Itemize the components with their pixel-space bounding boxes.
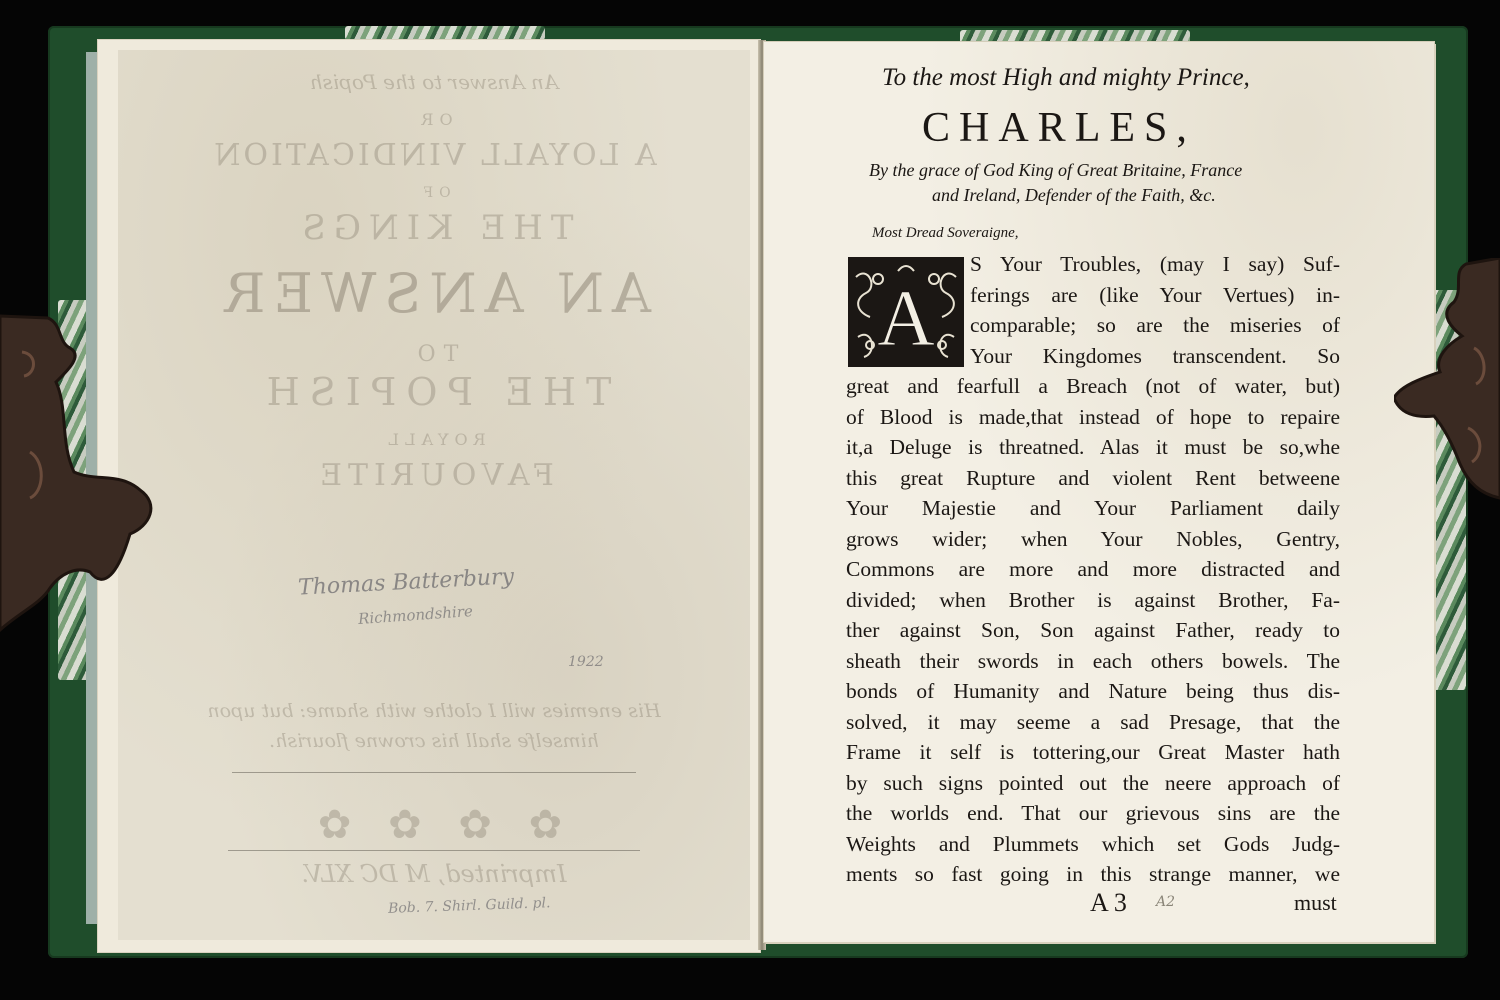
body-line: ther against Son, Son against Father, ready to	[846, 618, 1340, 642]
left-page	[98, 40, 760, 952]
body-line: Your Kingdomes transcendent. So	[970, 343, 1340, 368]
handwritten-year: 1922	[568, 654, 604, 670]
ornamental-initial	[848, 257, 964, 367]
bleed-ornament: ✿ ✿ ✿ ✿	[305, 802, 563, 848]
bleed-through-text	[118, 50, 750, 940]
dedication-line: To the most High and mighty Prince,	[882, 64, 1250, 91]
bleed-line: OR	[415, 110, 453, 129]
body-line: the worlds end. That our grievous sins are the	[846, 801, 1340, 825]
bleed-rule	[232, 772, 636, 773]
pencil-mark: A2	[1156, 894, 1176, 910]
bleed-line: TO	[409, 342, 459, 367]
bleed-line: Imprinted, M DC XLV.	[301, 860, 567, 888]
body-line: Your Majestie and Your Parliament daily	[846, 496, 1340, 520]
dedication-title-2: and Ireland, Defender of the Faith, &c.	[932, 185, 1216, 205]
salutation: Most Dread Soveraigne,	[872, 225, 1019, 241]
bleed-line: FAVOURITE	[314, 458, 554, 493]
handwritten-shelfmark: Bob. 7. Shirl. Guild. pl.	[387, 895, 551, 917]
bleed-line: THE KINGS	[294, 208, 574, 248]
handwritten-name: Thomas Batterbury	[297, 564, 515, 601]
bleed-line: AN ANSWER	[216, 262, 652, 325]
bleed-line: THE POPISH	[256, 370, 612, 414]
dedication-title-1: By the grace of God King of Great Britaine, France	[869, 160, 1243, 180]
bleed-line: OF	[417, 185, 451, 201]
body-line: solved, it may seeme a sad Presage, that the	[846, 709, 1340, 734]
bleed-line: himselfe shall his crowne flourish.	[269, 730, 599, 752]
marbled-endpaper-top-left	[345, 26, 545, 40]
handwritten-note: Richmondshire	[357, 602, 474, 628]
left-page-paper	[118, 50, 750, 940]
left-clasp	[0, 312, 160, 632]
bleed-line: His enemies will I clothe with shame: but upon	[207, 700, 661, 722]
body-line: divided; when Brother is against Brother, Fa-	[846, 587, 1340, 612]
body-line: Weights and Plummets which set Gods Judg-	[846, 831, 1340, 856]
right-page	[764, 42, 1434, 942]
signature-mark: A 3	[1090, 888, 1127, 917]
bleed-line: A LOYALL VINDICATION	[211, 138, 657, 173]
body-line: of Blood is made,that instead of hope to repaire	[846, 404, 1340, 429]
body-line: Commons are more and more distracted and	[846, 557, 1340, 581]
dropcap-letter: A	[877, 275, 935, 363]
body-line: Frame it self is tottering,our Great Master hath	[846, 740, 1340, 764]
body-line: bonds of Humanity and Nature being thus dis-	[846, 679, 1340, 703]
body-line: sheath their swords in each others bowels. The	[846, 648, 1340, 673]
right-clasp	[1394, 258, 1500, 538]
catchword: must	[1294, 890, 1337, 915]
body-line: it,a Deluge is threatned. Alas it must be so,whe	[846, 435, 1340, 459]
body-line: ments so fast going in this strange manner, we	[846, 862, 1340, 886]
bleed-line: An Answer to the Popish	[309, 70, 559, 94]
body-line: grows wider; when Your Nobles, Gentry,	[846, 526, 1340, 551]
dedication-name: CHARLES,	[922, 105, 1196, 151]
body-line: this great Rupture and violent Rent betweene	[846, 465, 1340, 490]
body-line: great and fearfull a Breach (not of water, but)	[846, 374, 1340, 398]
body-line: comparable; so are the miseries of	[970, 313, 1340, 337]
bleed-rule	[228, 850, 640, 851]
bleed-line: ROYALL	[382, 430, 486, 449]
body-line: ferings are (like Your Vertues) in-	[970, 282, 1340, 307]
body-line: by such signs pointed out the neere approach of	[846, 770, 1340, 795]
body-line: S Your Troubles, (may I say) Suf-	[970, 252, 1340, 276]
